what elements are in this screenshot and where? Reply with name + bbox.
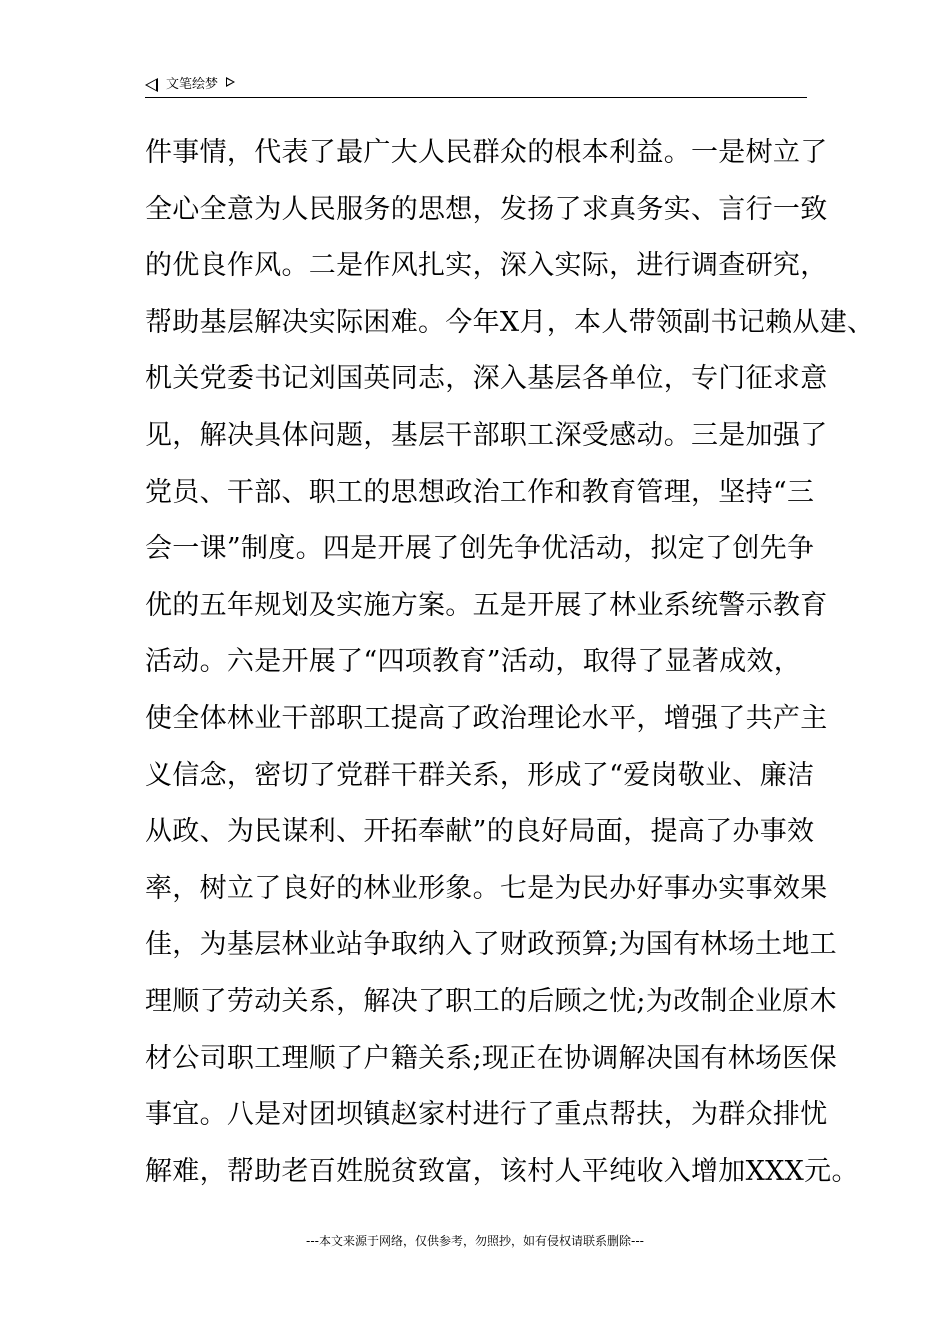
- body-line: 件事情，代表了最广大人民群众的根本利益。一是树立了: [145, 137, 828, 168]
- body-line: 帮助基层解决实际困难。今年X月，本人带领副书记赖从建、: [145, 306, 875, 338]
- body-line: 机关党委书记刘国英同志，深入基层各单位，专门征求意: [145, 363, 828, 395]
- body-line: 解难，帮助老百姓脱贫致富，该村人平纯收入增加XXX元。: [145, 1155, 859, 1187]
- body-line: 使全体林业干部职工提高了政治理论水平，增强了共产主: [145, 702, 828, 734]
- body-line: 义信念，密切了党群干群关系，形成了“爱岗敬业、廉洁: [145, 759, 815, 791]
- body-line: 理顺了劳动关系，解决了职工的后顾之忧;为改制企业原木: [145, 985, 837, 1017]
- body-line: 事宜。八是对团坝镇赵家村进行了重点帮扶，为群众排忧: [145, 1099, 828, 1131]
- triangle-right-icon: [226, 77, 235, 87]
- body-line: 材公司职工理顺了户籍关系;现正在协调解决国有林场医保: [145, 1042, 837, 1074]
- body-line: 优的五年规划及实施方案。五是开展了林业系统警示教育: [145, 589, 828, 621]
- body-line: 全心全意为人民服务的思想，发扬了求真务实、言行一致: [145, 193, 828, 225]
- body-line: 佳，为基层林业站争取纳入了财政预算;为国有林场土地工: [145, 929, 837, 961]
- page-footer: ---本文来源于网络，仅供参考，勿照抄，如有侵权请联系删除---: [306, 1234, 644, 1248]
- body-line: 活动。六是开展了“四项教育”活动，取得了显著成效，: [145, 646, 802, 678]
- document-body: [145, 125, 875, 1200]
- body-line: 党员、干部、职工的思想政治工作和教育管理，坚持“三: [145, 476, 815, 508]
- page-header: [145, 74, 807, 98]
- body-line: 见，解决具体问题，基层干部职工深受感动。三是加强了: [145, 419, 828, 451]
- triangle-left-icon: [145, 78, 158, 92]
- body-line: 率，树立了良好的林业形象。七是为民办好事办实事效果: [145, 872, 828, 904]
- header-title: 文笔绘梦: [166, 77, 219, 92]
- body-line: 从政、为民谋利、开拓奉献”的良好局面，提高了办事效: [145, 816, 815, 848]
- header-divider: [145, 97, 807, 98]
- body-line: 的优良作风。二是作风扎实，深入实际，进行调查研究，: [145, 250, 828, 282]
- body-line: 会一课”制度。四是开展了创先争优活动，拟定了创先争: [145, 533, 815, 565]
